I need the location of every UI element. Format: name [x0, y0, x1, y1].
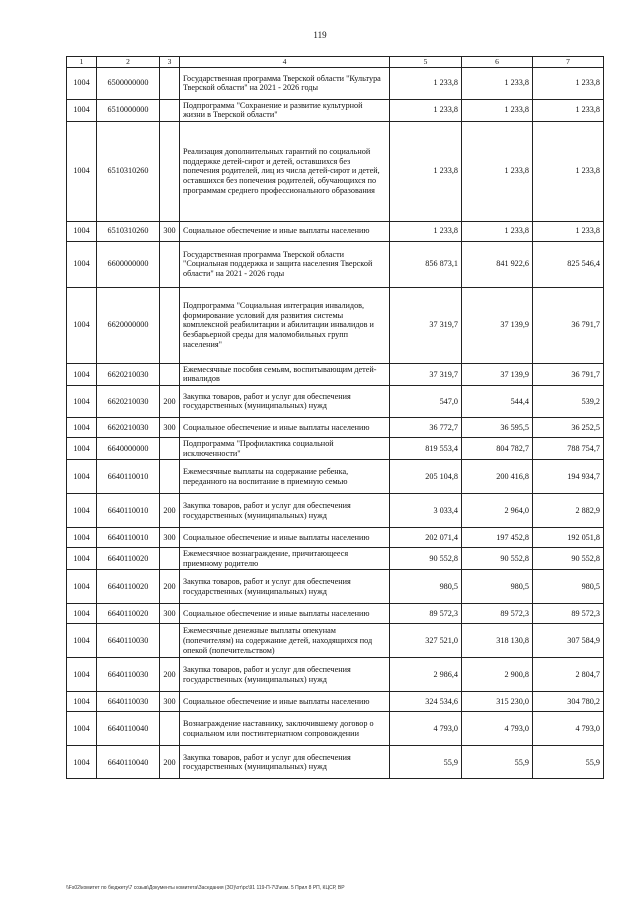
table-row — [67, 570, 604, 604]
amount-2021: 2 986,4 — [390, 658, 462, 692]
expense-type-code: 300 — [160, 528, 180, 548]
amount-2022: 2 964,0 — [462, 494, 533, 528]
target-article-code: 6640110030 — [97, 692, 160, 712]
section-code: 1004 — [67, 712, 97, 746]
amount-2022: 1 233,8 — [462, 121, 533, 221]
page-number: 119 — [313, 30, 327, 40]
amount-2021: 1 233,8 — [390, 121, 462, 221]
item-name: Ежемесячные денежные выплаты опекунам (попечителям) на содержание детей, находящихся под опекой (попечительством) — [180, 624, 390, 658]
amount-2021: 3 033,4 — [390, 494, 462, 528]
amount-2023: 89 572,3 — [533, 604, 604, 624]
item-name: Государственная программа Тверской области "Культура Тверской области" на 2021 - 2026 годы — [180, 67, 390, 99]
amount-2023: 4 793,0 — [533, 712, 604, 746]
amount-2021: 324 534,6 — [390, 692, 462, 712]
amount-2021: 327 521,0 — [390, 624, 462, 658]
section-code: 1004 — [67, 67, 97, 99]
column-number: 4 — [180, 57, 390, 68]
amount-2021: 90 552,8 — [390, 548, 462, 570]
budget-table-body — [67, 57, 604, 779]
amount-2023: 2 804,7 — [533, 658, 604, 692]
amount-2021: 37 319,7 — [390, 363, 462, 385]
target-article-code: 6640110020 — [97, 570, 160, 604]
amount-2022: 36 595,5 — [462, 417, 533, 437]
target-article-code: 6510310260 — [97, 221, 160, 241]
amount-2023: 1 233,8 — [533, 67, 604, 99]
target-article-code: 6600000000 — [97, 241, 160, 287]
table-row — [67, 460, 604, 494]
amount-2021: 1 233,8 — [390, 221, 462, 241]
item-name: Социальное обеспечение и иные выплаты населению — [180, 604, 390, 624]
target-article-code: 6640110010 — [97, 528, 160, 548]
target-article-code: 6640110010 — [97, 460, 160, 494]
table-row — [67, 99, 604, 121]
section-code: 1004 — [67, 746, 97, 779]
budget-table — [66, 56, 604, 779]
expense-type-code: 200 — [160, 658, 180, 692]
expense-type-code: 300 — [160, 417, 180, 437]
amount-2022: 37 139,9 — [462, 363, 533, 385]
expense-type-code: 200 — [160, 746, 180, 779]
column-number: 6 — [462, 57, 533, 68]
target-article-code: 6640110040 — [97, 746, 160, 779]
target-article-code: 6640110040 — [97, 712, 160, 746]
amount-2023: 825 546,4 — [533, 241, 604, 287]
expense-type-code: 200 — [160, 570, 180, 604]
amount-2022: 841 922,6 — [462, 241, 533, 287]
item-name: Ежемесячные выплаты на содержание ребенка, переданного на воспитание в приемную семью — [180, 460, 390, 494]
amount-2022: 4 793,0 — [462, 712, 533, 746]
amount-2022: 55,9 — [462, 746, 533, 779]
item-name: Подпрограмма "Профилактика социальной исключенности" — [180, 437, 390, 459]
amount-2021: 55,9 — [390, 746, 462, 779]
expense-type-code — [160, 363, 180, 385]
amount-2021: 89 572,3 — [390, 604, 462, 624]
column-number: 3 — [160, 57, 180, 68]
amount-2023: 55,9 — [533, 746, 604, 779]
table-row — [67, 385, 604, 417]
amount-2023: 539,2 — [533, 385, 604, 417]
amount-2023: 980,5 — [533, 570, 604, 604]
table-row — [67, 548, 604, 570]
section-code: 1004 — [67, 121, 97, 221]
amount-2021: 202 071,4 — [390, 528, 462, 548]
target-article-code: 6620210030 — [97, 385, 160, 417]
section-code: 1004 — [67, 570, 97, 604]
target-article-code: 6640110030 — [97, 624, 160, 658]
amount-2023: 1 233,8 — [533, 99, 604, 121]
section-code: 1004 — [67, 287, 97, 363]
item-name: Ежемесячные пособия семьям, воспитывающим детей-инвалидов — [180, 363, 390, 385]
expense-type-code — [160, 287, 180, 363]
table-row — [67, 692, 604, 712]
target-article-code: 6510000000 — [97, 99, 160, 121]
section-code: 1004 — [67, 221, 97, 241]
section-code: 1004 — [67, 437, 97, 459]
table-row — [67, 67, 604, 99]
expense-type-code — [160, 460, 180, 494]
expense-type-code: 300 — [160, 221, 180, 241]
item-name: Ежемесячное вознаграждение, причитающееся приемному родителю — [180, 548, 390, 570]
column-number: 5 — [390, 57, 462, 68]
item-name: Государственная программа Тверской области "Социальная поддержка и защита населения Тверской области" на 2021 - 2026 годы — [180, 241, 390, 287]
expense-type-code — [160, 99, 180, 121]
target-article-code: 6510310260 — [97, 121, 160, 221]
section-code: 1004 — [67, 385, 97, 417]
amount-2021: 36 772,7 — [390, 417, 462, 437]
amount-2022: 804 782,7 — [462, 437, 533, 459]
item-name: Подпрограмма "Социальная интеграция инвалидов, формирование условий для развития системы комплексной реабилитации и абилитации инвалидов и безбарьерной среды для маломобильных групп населения" — [180, 287, 390, 363]
target-article-code: 6620210030 — [97, 363, 160, 385]
table-row — [67, 221, 604, 241]
amount-2023: 194 934,7 — [533, 460, 604, 494]
expense-type-code: 300 — [160, 604, 180, 624]
amount-2022: 1 233,8 — [462, 67, 533, 99]
target-article-code: 6640000000 — [97, 437, 160, 459]
expense-type-code — [160, 437, 180, 459]
expense-type-code — [160, 67, 180, 99]
amount-2023: 90 552,8 — [533, 548, 604, 570]
column-number: 2 — [97, 57, 160, 68]
section-code: 1004 — [67, 99, 97, 121]
amount-2023: 788 754,7 — [533, 437, 604, 459]
amount-2022: 90 552,8 — [462, 548, 533, 570]
section-code: 1004 — [67, 241, 97, 287]
amount-2023: 2 882,9 — [533, 494, 604, 528]
item-name: Закупка товаров, работ и услуг для обеспечения государственных (муниципальных) нужд — [180, 385, 390, 417]
target-article-code: 6640110020 — [97, 604, 160, 624]
amount-2022: 318 130,8 — [462, 624, 533, 658]
target-article-code: 6640110030 — [97, 658, 160, 692]
item-name: Закупка товаров, работ и услуг для обеспечения государственных (муниципальных) нужд — [180, 746, 390, 779]
table-row — [67, 528, 604, 548]
target-article-code: 6620000000 — [97, 287, 160, 363]
table-row — [67, 624, 604, 658]
amount-2022: 200 416,8 — [462, 460, 533, 494]
item-name: Социальное обеспечение и иные выплаты населению — [180, 417, 390, 437]
table-row — [67, 241, 604, 287]
expense-type-code: 200 — [160, 494, 180, 528]
amount-2021: 205 104,8 — [390, 460, 462, 494]
table-row — [67, 417, 604, 437]
amount-2021: 37 319,7 — [390, 287, 462, 363]
amount-2023: 36 252,5 — [533, 417, 604, 437]
amount-2022: 89 572,3 — [462, 604, 533, 624]
amount-2023: 1 233,8 — [533, 221, 604, 241]
item-name: Закупка товаров, работ и услуг для обеспечения государственных (муниципальных) нужд — [180, 570, 390, 604]
amount-2022: 980,5 — [462, 570, 533, 604]
amount-2021: 1 233,8 — [390, 99, 462, 121]
expense-type-code — [160, 121, 180, 221]
table-row — [67, 746, 604, 779]
amount-2022: 1 233,8 — [462, 99, 533, 121]
amount-2021: 547,0 — [390, 385, 462, 417]
expense-type-code: 300 — [160, 692, 180, 712]
amount-2021: 1 233,8 — [390, 67, 462, 99]
amount-2021: 856 873,1 — [390, 241, 462, 287]
column-number: 7 — [533, 57, 604, 68]
expense-type-code — [160, 624, 180, 658]
item-name: Реализация дополнительных гарантий по социальной поддержке детей-сирот и детей, оставшихся без попечения родителей, лиц из числа детей-сирот и детей, оставшихся без попечения родителей, обучающихся по программам среднего профессионального образования — [180, 121, 390, 221]
amount-2022: 544,4 — [462, 385, 533, 417]
amount-2023: 1 233,8 — [533, 121, 604, 221]
section-code: 1004 — [67, 460, 97, 494]
section-code: 1004 — [67, 658, 97, 692]
section-code: 1004 — [67, 548, 97, 570]
section-code: 1004 — [67, 692, 97, 712]
section-code: 1004 — [67, 624, 97, 658]
expense-type-code: 200 — [160, 385, 180, 417]
target-article-code: 6620210030 — [97, 417, 160, 437]
amount-2023: 192 051,8 — [533, 528, 604, 548]
section-code: 1004 — [67, 604, 97, 624]
table-row — [67, 494, 604, 528]
item-name: Закупка товаров, работ и услуг для обеспечения государственных (муниципальных) нужд — [180, 494, 390, 528]
amount-2023: 36 791,7 — [533, 363, 604, 385]
table-row — [67, 712, 604, 746]
table-row — [67, 604, 604, 624]
item-name: Подпрограмма "Сохранение и развитие культурной жизни в Тверской области" — [180, 99, 390, 121]
amount-2021: 819 553,4 — [390, 437, 462, 459]
item-name: Закупка товаров, работ и услуг для обеспечения государственных (муниципальных) нужд — [180, 658, 390, 692]
amount-2023: 304 780,2 — [533, 692, 604, 712]
item-name: Социальное обеспечение и иные выплаты населению — [180, 692, 390, 712]
target-article-code: 6500000000 — [97, 67, 160, 99]
table-row — [67, 658, 604, 692]
amount-2023: 307 584,9 — [533, 624, 604, 658]
expense-type-code — [160, 548, 180, 570]
amount-2021: 980,5 — [390, 570, 462, 604]
amount-2022: 2 900,8 — [462, 658, 533, 692]
item-name: Вознаграждение наставнику, заключившему договор о социальном или постинтернатном сопровождении — [180, 712, 390, 746]
section-code: 1004 — [67, 494, 97, 528]
column-number-row — [67, 57, 604, 68]
table-row — [67, 363, 604, 385]
expense-type-code — [160, 712, 180, 746]
amount-2022: 37 139,9 — [462, 287, 533, 363]
expense-type-code — [160, 241, 180, 287]
section-code: 1004 — [67, 417, 97, 437]
amount-2022: 315 230,0 — [462, 692, 533, 712]
table-row — [67, 121, 604, 221]
amount-2022: 1 233,8 — [462, 221, 533, 241]
section-code: 1004 — [67, 363, 97, 385]
section-code: 1004 — [67, 528, 97, 548]
file-path-footer: \\Fs02\комитет по бюджету\7 созыв\Документы комитета\Заседания (ЗО)\от\рс\91 119-П-7\3\изм. 5 Прил 8 РП, КЦСР, ВР — [66, 885, 345, 891]
item-name: Социальное обеспечение и иные выплаты населению — [180, 528, 390, 548]
table-row — [67, 437, 604, 459]
target-article-code: 6640110020 — [97, 548, 160, 570]
target-article-code: 6640110010 — [97, 494, 160, 528]
column-number: 1 — [67, 57, 97, 68]
amount-2023: 36 791,7 — [533, 287, 604, 363]
item-name: Социальное обеспечение и иные выплаты населению — [180, 221, 390, 241]
table-row — [67, 287, 604, 363]
amount-2022: 197 452,8 — [462, 528, 533, 548]
amount-2021: 4 793,0 — [390, 712, 462, 746]
